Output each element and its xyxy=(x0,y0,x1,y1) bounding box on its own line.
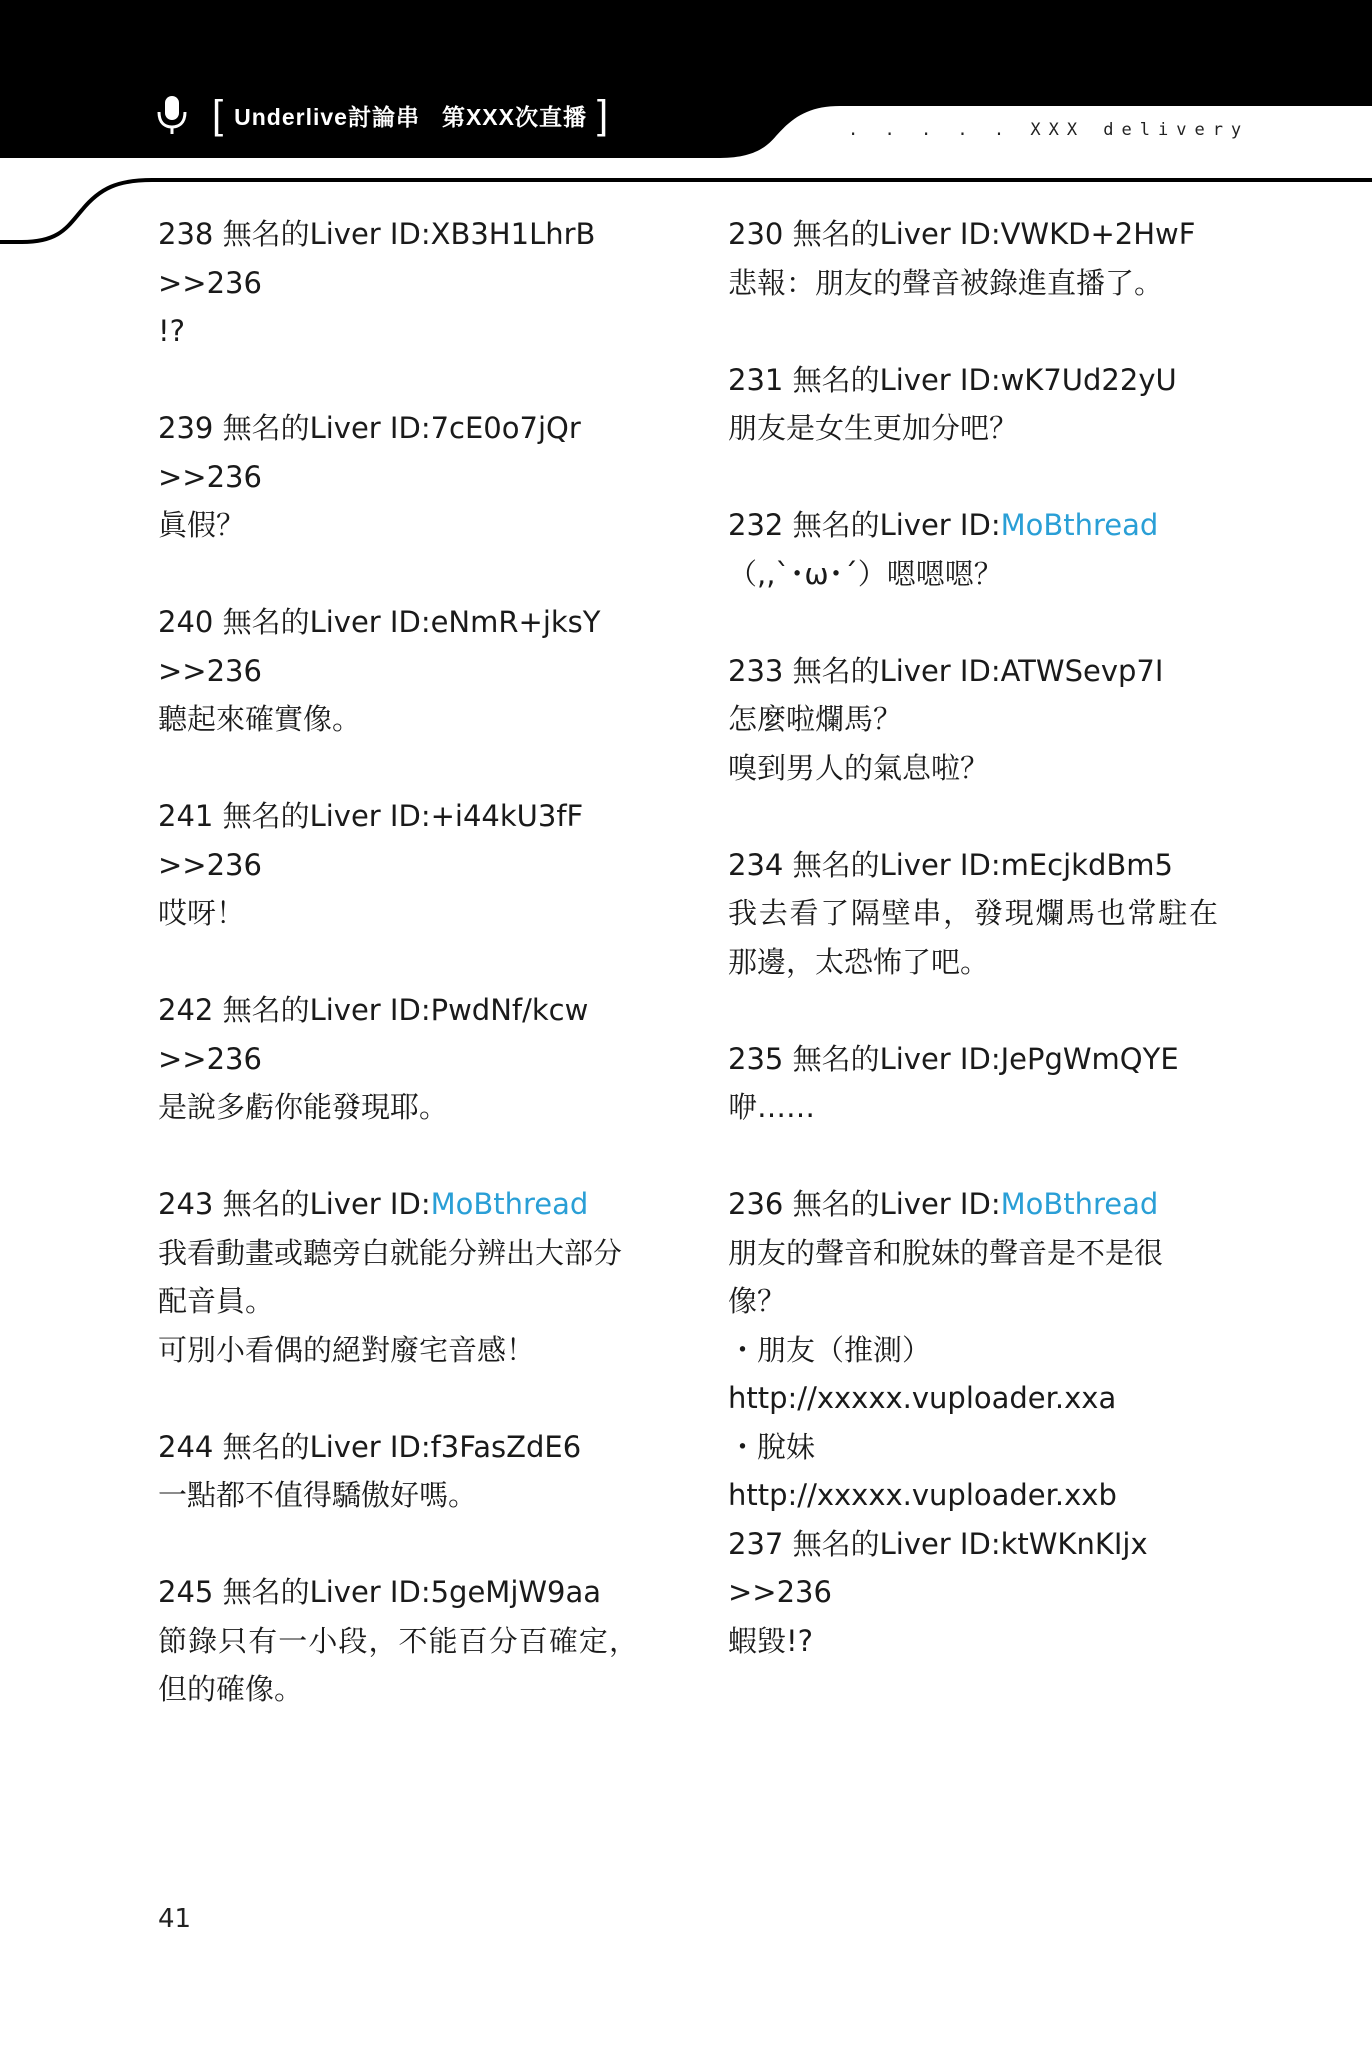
post-236 xyxy=(728,1180,1218,1520)
post-line: 可別小看偶的絕對廢宅音感！ xyxy=(158,1332,536,1367)
post-244 xyxy=(158,1423,638,1520)
post-245 xyxy=(158,1568,638,1714)
post-number-label: 238 無名的Liver ID: xyxy=(158,217,431,251)
post-header xyxy=(158,598,638,647)
liver-id: ATWSevp7I xyxy=(1000,653,1164,688)
post-line: 咿…… xyxy=(728,1090,816,1124)
post-239 xyxy=(158,404,638,550)
post-number-label: 240 無名的Liver ID: xyxy=(158,605,431,639)
thread-name: Underlive討論串 xyxy=(234,103,420,130)
post-line: >>236 xyxy=(158,459,262,494)
microphone-icon xyxy=(154,94,190,138)
post-number-label: 236 無名的Liver ID: xyxy=(728,1187,1001,1221)
post-number-label: 242 無名的Liver ID: xyxy=(158,993,431,1027)
post-number-label: 230 無名的Liver ID: xyxy=(728,217,1001,251)
liver-id: PwdNf/kcw xyxy=(430,993,589,1027)
post-line: !? xyxy=(158,314,186,348)
post-line: 是說多虧你能發現耶。 xyxy=(158,1090,449,1124)
post-number-label: 237 無名的Liver ID: xyxy=(728,1526,1001,1561)
post-line: >>236 xyxy=(158,653,262,688)
post-line: 我看動畫或聽旁白就能分辨出大部分配音員。 xyxy=(158,1235,623,1318)
liver-id: +i44kU3fF xyxy=(430,799,584,833)
post-243 xyxy=(158,1180,638,1374)
post-line: 聽起來確實像。 xyxy=(158,702,362,736)
post-header xyxy=(728,501,1218,550)
post-header xyxy=(728,841,1218,890)
post-number-label: 233 無名的Liver ID: xyxy=(728,653,1001,688)
post-line: >>236 xyxy=(728,1575,832,1609)
post-line: 節錄只有一小段，不能百分百確定，但的確像。 xyxy=(158,1623,638,1706)
liver-id-op: MoBthread xyxy=(430,1187,589,1221)
post-header xyxy=(728,647,1218,696)
thread-title xyxy=(202,90,619,140)
post-line: 蝦毀!? xyxy=(728,1623,814,1658)
post-header xyxy=(728,210,1218,259)
post-number-label: 232 無名的Liver ID: xyxy=(728,508,1001,542)
post-number-label: 243 無名的Liver ID: xyxy=(158,1187,431,1221)
post-line: 悲報：朋友的聲音被錄進直播了。 xyxy=(728,265,1164,300)
post-line: （,,`･ω･´）嗯嗯嗯？ xyxy=(728,556,1003,591)
post-line: 嗅到男人的氣息啦？ xyxy=(728,750,990,785)
post-230 xyxy=(728,210,1218,307)
post-242 xyxy=(158,986,638,1132)
post-link[interactable]: http://xxxxx.vuploader.xxa xyxy=(728,1381,1117,1415)
post-header xyxy=(728,356,1218,405)
post-line: 眞假？ xyxy=(158,508,246,542)
post-line: 朋友的聲音和脫妹的聲音是不是很像？ xyxy=(728,1235,1164,1318)
post-line: 怎麼啦爛馬？ xyxy=(728,702,903,736)
post-line: ・脫妹 xyxy=(728,1429,816,1464)
post-header xyxy=(158,1180,638,1229)
liver-id-op: MoBthread xyxy=(1000,1187,1159,1221)
liver-id: VWKD+2HwF xyxy=(1000,217,1196,251)
post-234 xyxy=(728,841,1218,987)
post-231 xyxy=(728,356,1218,453)
post-line: >>236 xyxy=(158,1041,262,1076)
right-column xyxy=(728,210,1218,1714)
post-232 xyxy=(728,501,1218,598)
post-235 xyxy=(728,1035,1218,1132)
post-line: 一點都不值得驕傲好嗎。 xyxy=(158,1478,478,1512)
post-number-label: 231 無名的Liver ID: xyxy=(728,362,1001,397)
liver-id: ktWKnKIjx xyxy=(1000,1526,1148,1561)
liver-id-op: MoBthread xyxy=(1000,508,1159,542)
post-line: 哎呀！ xyxy=(158,896,246,930)
post-number-label: 235 無名的Liver ID: xyxy=(728,1041,1001,1076)
post-233 xyxy=(728,647,1218,793)
post-header xyxy=(158,986,638,1035)
post-number-label: 239 無名的Liver ID: xyxy=(158,411,431,445)
liver-id: wK7Ud22yU xyxy=(1000,362,1177,397)
post-header xyxy=(158,792,638,841)
post-header xyxy=(728,1035,1218,1084)
delivery-label: . . . . . XXX delivery xyxy=(848,120,1250,140)
post-header xyxy=(728,1180,1218,1229)
post-238 xyxy=(158,210,638,356)
post-number-label: 234 無名的Liver ID: xyxy=(728,847,1001,882)
bracket-close: ] xyxy=(596,93,610,137)
post-header xyxy=(158,1568,638,1617)
liver-id: eNmR+jksY xyxy=(430,605,601,639)
liver-id: 7cE0o7jQr xyxy=(430,411,581,445)
post-header xyxy=(158,404,638,453)
post-241 xyxy=(158,792,638,938)
post-237 xyxy=(728,1520,1218,1666)
post-line: >>236 xyxy=(158,847,262,882)
post-line: 朋友是女生更加分吧？ xyxy=(728,411,1019,445)
liver-id: mEcjkdBm5 xyxy=(1000,847,1173,882)
episode-label: 第XXX次直播 xyxy=(441,103,587,130)
post-line: >>236 xyxy=(158,265,262,300)
left-column xyxy=(158,210,638,1762)
bracket-open: [ xyxy=(212,93,225,137)
post-header xyxy=(158,210,638,259)
liver-id: f3FasZdE6 xyxy=(430,1429,582,1464)
post-number-label: 245 無名的Liver ID: xyxy=(158,1575,431,1609)
liver-id: XB3H1LhrB xyxy=(430,217,596,251)
post-240 xyxy=(158,598,638,744)
post-number-label: 244 無名的Liver ID: xyxy=(158,1429,431,1464)
post-line: ・朋友（推測） xyxy=(728,1332,932,1367)
post-line: 我去看了隔壁串，發現爛馬也常駐在那邊，太恐怖了吧。 xyxy=(728,896,1218,979)
page-number: 41 xyxy=(158,1904,192,1934)
liver-id: 5geMjW9aa xyxy=(430,1575,602,1609)
post-header xyxy=(728,1520,1218,1569)
post-link[interactable]: http://xxxxx.vuploader.xxb xyxy=(728,1478,1117,1512)
post-header xyxy=(158,1423,638,1472)
liver-id: JePgWmQYE xyxy=(1000,1041,1179,1076)
post-number-label: 241 無名的Liver ID: xyxy=(158,799,431,833)
